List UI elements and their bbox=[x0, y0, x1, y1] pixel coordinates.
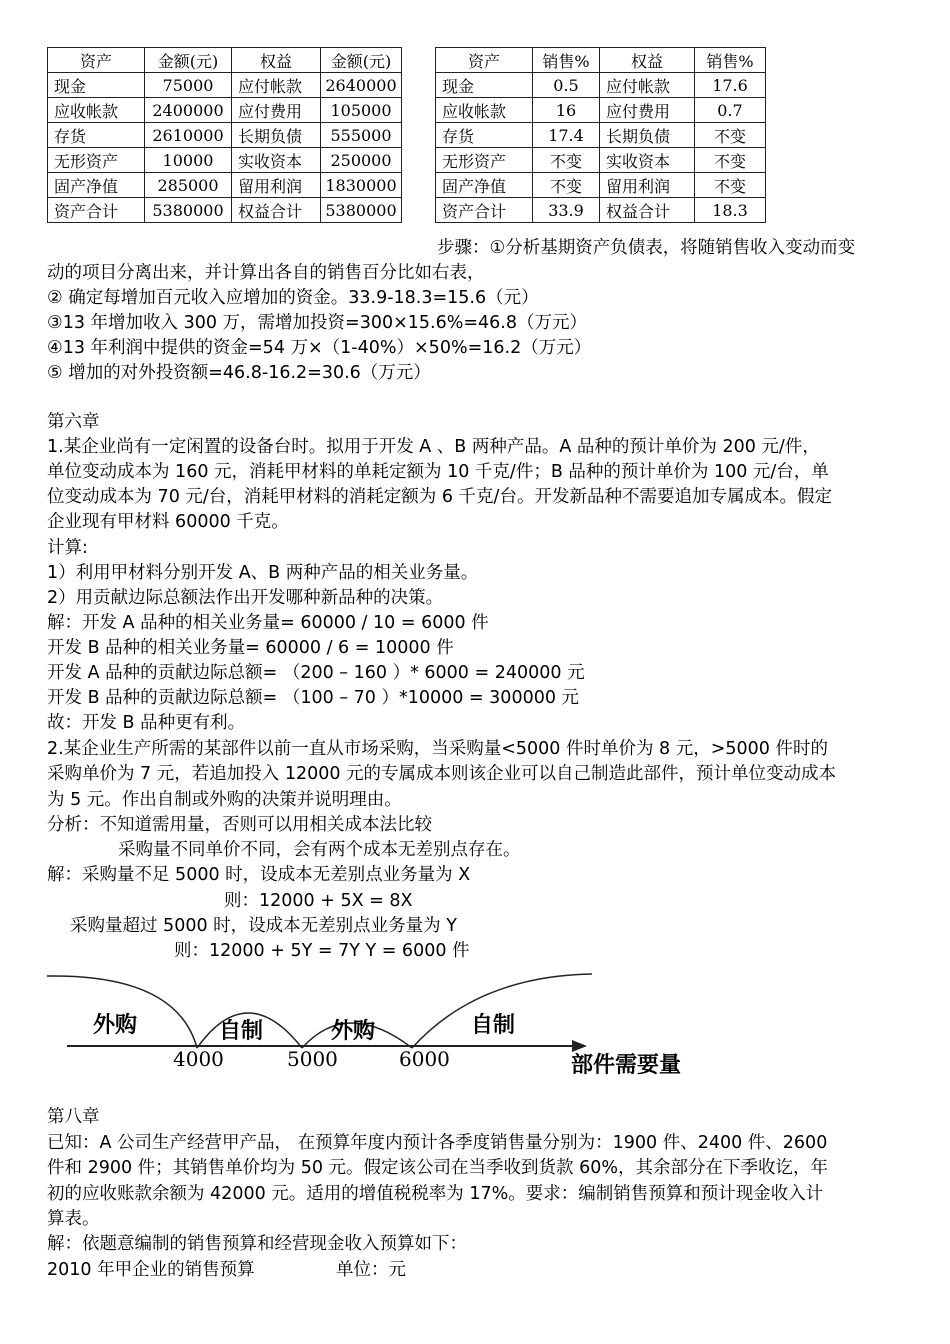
step-1-continued: 动的项目分离出来，并计算出各自的销售百分比如右表， bbox=[47, 263, 485, 283]
table-row bbox=[436, 123, 766, 148]
calc-item-2: 2）用贡献边际总额法作出开发哪种新品种的决策。 bbox=[47, 588, 444, 608]
table-cell: 无形资产 bbox=[436, 148, 533, 173]
table-cell: 实收资本 bbox=[600, 148, 695, 173]
table-row bbox=[48, 98, 402, 123]
table-cell: 应付帐款 bbox=[600, 73, 695, 98]
table-cell: 留用利润 bbox=[600, 173, 695, 198]
table-cell: 1830000 bbox=[321, 173, 402, 198]
solution-line: 解：依题意编制的销售预算和经营现金收入预算如下： bbox=[47, 1234, 467, 1254]
table-row bbox=[436, 73, 766, 98]
table-row bbox=[48, 123, 402, 148]
table-cell: 不变 bbox=[533, 148, 600, 173]
calc-item-1: 1）利用甲材料分别开发 A、B 两种产品的相关业务量。 bbox=[47, 563, 479, 583]
question-line: 件和 2900 件；其销售单价均为 50 元。假定该公司在当季收到货款 60%，其余部分在下季收讫，年 bbox=[47, 1158, 829, 1178]
tick-6000: 6000 bbox=[399, 1047, 450, 1071]
equation-x: 则：12000 + 5X = 8X bbox=[224, 891, 413, 911]
table-cell: 现金 bbox=[48, 73, 145, 98]
axis-label: 部件需要量 bbox=[571, 1052, 682, 1078]
header-cell: 权益 bbox=[232, 48, 321, 73]
table-row bbox=[48, 173, 402, 198]
table-cell: 5380000 bbox=[321, 198, 402, 223]
tick-4000: 4000 bbox=[173, 1047, 224, 1071]
table-row bbox=[436, 173, 766, 198]
table-cell: 18.3 bbox=[695, 198, 766, 223]
question-1-line: 单位变动成本为 160 元，消耗甲材料的单耗定额为 10 千克/件；B 品种的预计单价为 100 元/台，单 bbox=[47, 462, 829, 482]
question-2-line: 2.某企业生产所需的某部件以前一直从市场采购，当采购量<5000 件时单价为 8 元，>5000 件时的 bbox=[47, 739, 828, 759]
label-buy-1: 外购 bbox=[93, 1012, 138, 1038]
table-cell: 17.6 bbox=[695, 73, 766, 98]
axis-arrow-icon bbox=[572, 1040, 587, 1052]
table-row bbox=[48, 73, 402, 98]
tick-5000: 5000 bbox=[287, 1047, 338, 1071]
table-cell: 固产净值 bbox=[436, 173, 533, 198]
question-2-line: 采购单价为 7 元，若追加投入 12000 元的专属成本则该企业可以自己制造此部件，预计单位变动成本 bbox=[47, 764, 837, 784]
solution-line: 解：采购量不足 5000 时，设成本无差别点业务量为 X bbox=[47, 865, 471, 885]
table-cell: 不变 bbox=[533, 173, 600, 198]
table-cell: 资产合计 bbox=[436, 198, 533, 223]
table-cell: 权益合计 bbox=[600, 198, 695, 223]
table-cell: 不变 bbox=[695, 148, 766, 173]
answer-line: 开发 B 品种的贡献边际总额= （100 – 70 ）*10000 = 300000 元 bbox=[47, 688, 580, 708]
table-cell: 留用利润 bbox=[232, 173, 321, 198]
table-row bbox=[436, 148, 766, 173]
table-cell: 应付帐款 bbox=[232, 73, 321, 98]
budget-title: 2010 年甲企业的销售预算 bbox=[47, 1260, 255, 1280]
chapter-8-title: 第八章 bbox=[47, 1107, 100, 1127]
table-cell: 应付费用 bbox=[600, 98, 695, 123]
table-cell: 无形资产 bbox=[48, 148, 145, 173]
question-line: 已知：A 公司生产经营甲产品， 在预算年度内预计各季度销售量分别为：1900 件、2400 件、2600 bbox=[47, 1133, 828, 1153]
header-cell: 销售% bbox=[533, 48, 600, 73]
table-row bbox=[48, 148, 402, 173]
answer-line: 开发 B 品种的相关业务量= 60000 / 6 = 10000 件 bbox=[47, 638, 454, 658]
table-cell: 0.7 bbox=[695, 98, 766, 123]
table-cell: 0.5 bbox=[533, 73, 600, 98]
step-1-text: 步骤：①分析基期资产负债表，将随销售收入变动而变 bbox=[437, 238, 856, 258]
answer-conclusion: 故：开发 B 品种更有利。 bbox=[47, 713, 246, 733]
table-cell: 存货 bbox=[48, 123, 145, 148]
table-cell: 2610000 bbox=[145, 123, 232, 148]
table-header-row bbox=[436, 48, 766, 73]
header-cell: 金额(元) bbox=[145, 48, 232, 73]
table-cell: 应收帐款 bbox=[48, 98, 145, 123]
table-row bbox=[436, 98, 766, 123]
table-cell: 固产净值 bbox=[48, 173, 145, 198]
table-cell: 存货 bbox=[436, 123, 533, 148]
sales-percentage-table bbox=[435, 47, 766, 223]
table-cell: 2400000 bbox=[145, 98, 232, 123]
step-4-text: ④13 年利润中提供的资金=54 万×（1-40%）×50%=16.2（万元） bbox=[47, 338, 592, 358]
make-or-buy-diagram bbox=[47, 968, 727, 1083]
table-cell: 285000 bbox=[145, 173, 232, 198]
table-cell: 33.9 bbox=[533, 198, 600, 223]
label-make-2: 自制 bbox=[471, 1012, 516, 1038]
table-row bbox=[48, 198, 402, 223]
table-cell: 105000 bbox=[321, 98, 402, 123]
table-cell: 资产合计 bbox=[48, 198, 145, 223]
table-cell: 权益合计 bbox=[232, 198, 321, 223]
table-cell: 250000 bbox=[321, 148, 402, 173]
question-line: 初的应收账款余额为 42000 元。适用的增值税税率为 17%。要求：编制销售预算和预计现金收入计 bbox=[47, 1184, 824, 1204]
balance-sheet-table bbox=[47, 47, 402, 223]
calc-heading: 计算: bbox=[47, 538, 88, 558]
label-buy-2: 外购 bbox=[331, 1018, 376, 1044]
step-3-text: ③13 年增加收入 300 万，需增加投资=300×15.6%=46.8（万元） bbox=[47, 313, 587, 333]
table-cell: 不变 bbox=[695, 123, 766, 148]
question-1-line: 位变动成本为 70 元/台，消耗甲材料的消耗定额为 6 千克/台。开发新品种不需要追加专属成本。假定 bbox=[47, 487, 832, 507]
header-cell: 权益 bbox=[600, 48, 695, 73]
table-cell: 555000 bbox=[321, 123, 402, 148]
table-cell: 实收资本 bbox=[232, 148, 321, 173]
analysis-line: 采购量不同单价不同，会有两个成本无差别点存在。 bbox=[118, 840, 521, 860]
analysis-line: 分析：不知道需用量，否则可以用相关成本法比较 bbox=[47, 815, 432, 835]
answer-line: 开发 A 品种的贡献边际总额= （200 – 160 ）* 6000 = 240000 元 bbox=[47, 663, 585, 683]
step-5-text: ⑤ 增加的对外投资额=46.8-16.2=30.6（万元） bbox=[47, 363, 431, 383]
question-1-line: 企业现有甲材料 60000 千克。 bbox=[47, 512, 289, 532]
table-cell: 长期负债 bbox=[600, 123, 695, 148]
table-cell: 应收帐款 bbox=[436, 98, 533, 123]
header-cell: 金额(元) bbox=[321, 48, 402, 73]
header-cell: 资产 bbox=[436, 48, 533, 73]
budget-unit: 单位：元 bbox=[336, 1260, 406, 1280]
question-line: 算表。 bbox=[47, 1209, 100, 1229]
table-cell: 长期负债 bbox=[232, 123, 321, 148]
question-2-line: 为 5 元。作出自制或外购的决策并说明理由。 bbox=[47, 790, 402, 810]
question-1-line: 1.某企业尚有一定闲置的设备台时。拟用于开发 A 、B 两种产品。A 品种的预计单价为 200 元/件， bbox=[47, 437, 820, 457]
table-cell: 不变 bbox=[695, 173, 766, 198]
equation-y: 则：12000 + 5Y = 7Y Y = 6000 件 bbox=[174, 941, 470, 961]
table-header-row bbox=[48, 48, 402, 73]
header-cell: 销售% bbox=[695, 48, 766, 73]
table-cell: 2640000 bbox=[321, 73, 402, 98]
chapter-6-title: 第六章 bbox=[47, 412, 100, 432]
table-cell: 17.4 bbox=[533, 123, 600, 148]
table-cell: 10000 bbox=[145, 148, 232, 173]
label-make-1: 自制 bbox=[219, 1018, 264, 1044]
table-cell: 应付费用 bbox=[232, 98, 321, 123]
table-cell: 现金 bbox=[436, 73, 533, 98]
solution-line: 采购量超过 5000 时，设成本无差别点业务量为 Y bbox=[70, 916, 457, 936]
table-cell: 75000 bbox=[145, 73, 232, 98]
table-cell: 16 bbox=[533, 98, 600, 123]
answer-line: 解：开发 A 品种的相关业务量= 60000 / 10 = 6000 件 bbox=[47, 613, 489, 633]
header-cell: 资产 bbox=[48, 48, 145, 73]
table-cell: 5380000 bbox=[145, 198, 232, 223]
table-row bbox=[436, 198, 766, 223]
step-2-text: ② 确定每增加百元收入应增加的资金。33.9-18.3=15.6（元） bbox=[47, 288, 539, 308]
